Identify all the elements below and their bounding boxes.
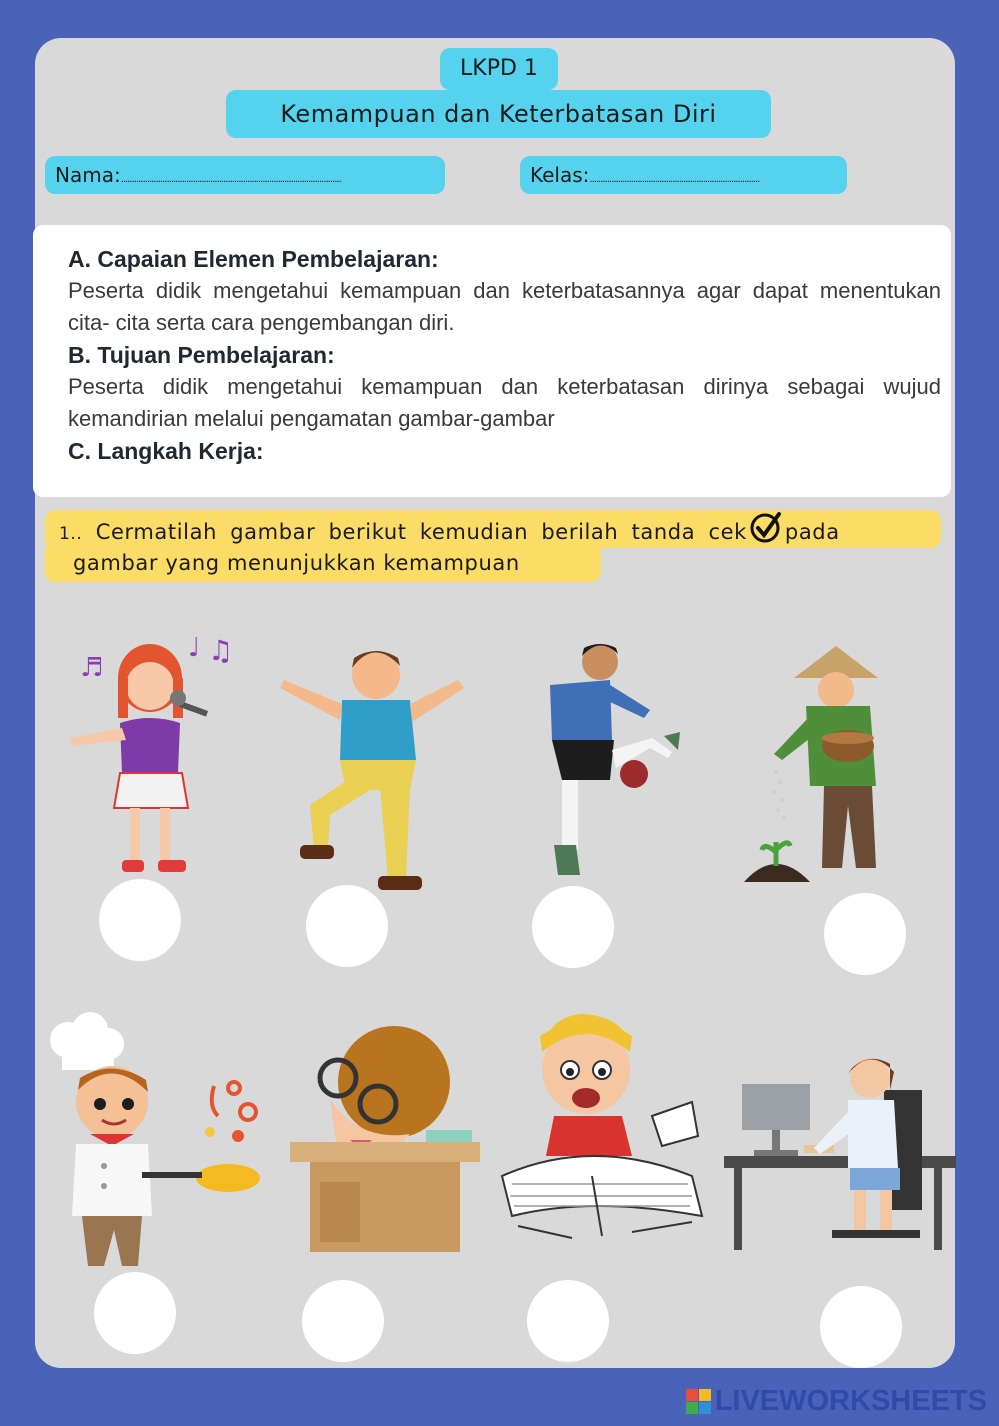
soccer-player-icon	[540, 640, 690, 880]
instruction-line-2: gambar yang menunjukkan kemampuan	[45, 546, 601, 582]
answer-circle-5[interactable]	[94, 1272, 176, 1354]
instruction-number: 1..	[59, 524, 83, 544]
singer-icon	[60, 628, 234, 878]
nama-label: Nama:	[55, 163, 121, 187]
answer-circle-1[interactable]	[99, 879, 181, 961]
chef-icon	[38, 1016, 278, 1271]
liveworksheets-logo	[686, 1384, 987, 1418]
dancer-icon	[270, 640, 470, 895]
farmer-icon	[744, 646, 914, 886]
svg-text:♩: ♩	[188, 633, 201, 663]
instruction-text-1: Cermatilah gambar berikut kemudian berilah tanda cek	[95, 520, 747, 544]
section-a-heading: A. Capaian Elemen Pembelajaran:	[68, 246, 439, 272]
instruction-line-1	[45, 510, 941, 548]
worksheet-title: Kemampuan dan Keterbatasan Diri	[226, 90, 771, 138]
checkmark-icon	[749, 510, 783, 556]
kelas-field[interactable]: Kelas:..............................................................................	[520, 156, 847, 194]
answer-circle-3[interactable]	[532, 886, 614, 968]
kelas-label: Kelas:	[530, 163, 590, 187]
logo-text: LIVEWORKSHEETS	[714, 1384, 987, 1417]
answer-circle-2[interactable]	[306, 885, 388, 967]
section-b-text: Peserta didik mengetahui kemampuan dan keterbatasan dirinya sebagai wujud kemandirian melalui pengamatan gambar-gambar	[68, 374, 941, 431]
nama-field[interactable]: Nama:.....................................................................................................	[45, 156, 445, 194]
answer-circle-4[interactable]	[824, 893, 906, 975]
section-c-heading: C. Langkah Kerja:	[68, 438, 264, 464]
instruction-text-2: pada	[784, 520, 840, 544]
svg-text:♫: ♫	[208, 634, 234, 667]
section-b-heading: B. Tujuan Pembelajaran:	[68, 342, 335, 368]
svg-text:♬: ♬	[80, 653, 104, 683]
answer-circle-7[interactable]	[527, 1280, 609, 1362]
worksheet-code: LKPD 1	[440, 48, 558, 90]
angry-reader-icon	[492, 1006, 712, 1254]
sleeping-student-icon	[290, 1022, 480, 1252]
office-worker-icon	[724, 1050, 956, 1260]
logo-mark-icon	[686, 1389, 711, 1414]
section-a-text: Peserta didik mengetahui kemampuan dan keterbatasannya agar dapat menentukan cita- cita serta cara pengembangan diri.	[68, 278, 941, 335]
answer-circle-8[interactable]	[820, 1286, 902, 1368]
learning-objectives-card	[33, 225, 951, 497]
answer-circle-6[interactable]	[302, 1280, 384, 1362]
